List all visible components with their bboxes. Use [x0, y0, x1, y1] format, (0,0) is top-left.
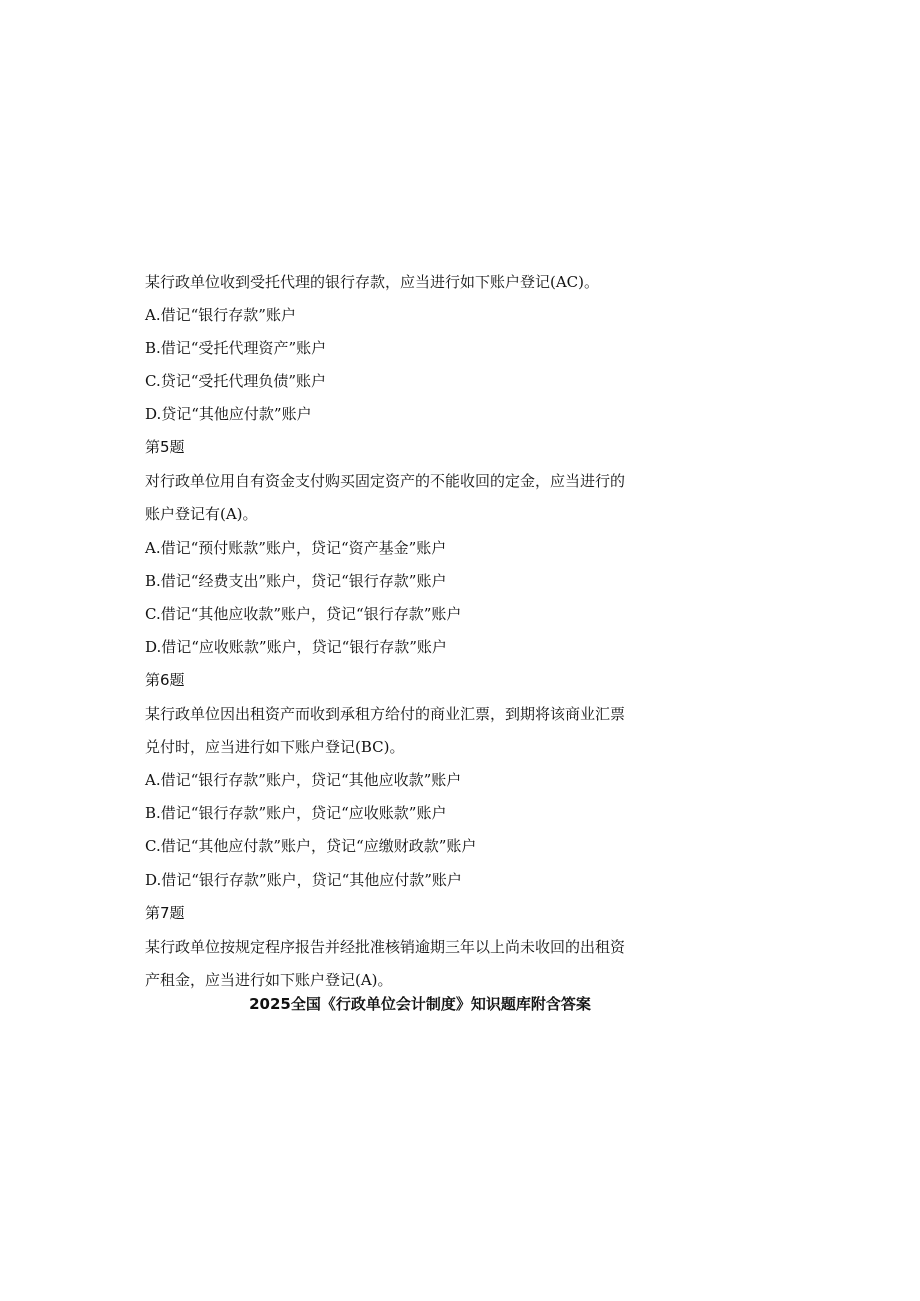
question-7-stem-line-2: 产租金，应当进行如下账户登记(A)。: [145, 971, 393, 989]
option-d: D.借记“应收账款”账户，贷记“银行存款”账户: [145, 638, 447, 656]
question-6-stem-line-1: 某行政单位因出租资产而收到承租方给付的商业汇票，到期将该商业汇票: [145, 705, 626, 723]
option-a: A.借记“银行存款”账户: [145, 306, 296, 324]
option-b: B.借记“银行存款”账户，贷记“应收账款”账户: [145, 804, 447, 822]
option-c: C.借记“其他应收款”账户，贷记“银行存款”账户: [145, 605, 462, 623]
option-d: D.贷记“其他应付款”账户: [145, 405, 312, 423]
option-b: B.借记“经费支出”账户，贷记“银行存款”账户: [145, 572, 447, 590]
option-c: C.贷记“受托代理负债”账户: [145, 372, 327, 390]
option-d: D.借记“银行存款”账户，贷记“其他应付款”账户: [145, 871, 462, 889]
option-b: B.借记“受托代理资产”账户: [145, 339, 327, 357]
question-6-stem-line-2: 兑付时，应当进行如下账户登记(BC)。: [145, 738, 405, 756]
option-c: C.借记“其他应付款”账户，贷记“应缴财政款”账户: [145, 837, 477, 855]
question-7-stem-line-1: 某行政单位按规定程序报告并经批准核销逾期三年以上尚未收回的出租资: [145, 938, 626, 956]
option-a: A.借记“预付账款”账户，贷记“资产基金”账户: [145, 539, 447, 557]
option-a: A.借记“银行存款”账户，贷记“其他应收款”账户: [145, 771, 462, 789]
question-5-stem-line-1: 对行政单位用自有资金支付购买固定资产的不能收回的定金，应当进行的: [145, 472, 626, 490]
question-5-heading: 第5题: [145, 438, 185, 456]
question-6-heading: 第6题: [145, 671, 185, 689]
document-title: 2025全国《行政单位会计制度》知识题库附含答案: [249, 995, 591, 1013]
question-5-stem-line-2: 账户登记有(A)。: [145, 505, 258, 523]
question-4-stem: 某行政单位收到受托代理的银行存款，应当进行如下账户登记(AC)。: [145, 273, 600, 291]
question-7-heading: 第7题: [145, 904, 185, 922]
